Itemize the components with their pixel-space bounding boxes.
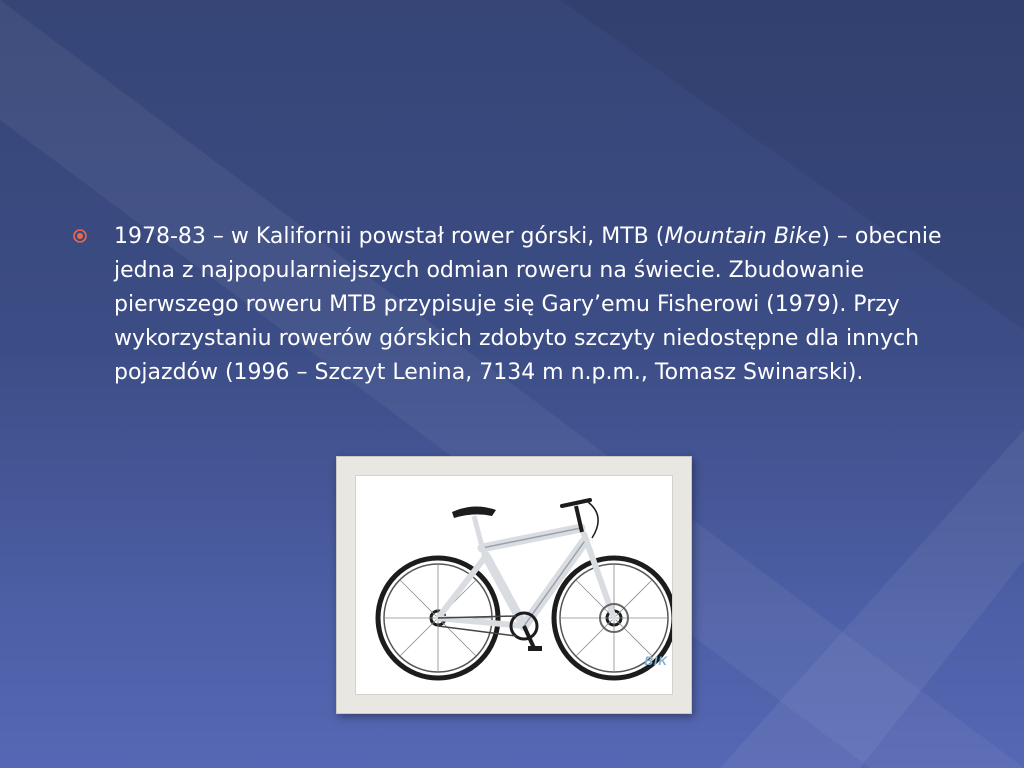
bullet-text — [114, 220, 952, 390]
bullet-text-italic: Mountain Bike — [664, 224, 822, 249]
brand-logo-text: BIK — [644, 654, 668, 668]
bullet-text-part2: ) – obecnie jedna z najpopularniejszych odmian roweru na świecie. Zbudowanie pierwszego roweru MTB przypisuje się Gary’emu Fisherowi (1979). Przy wykorzystaniu rowerów górskich zdobyto szczyty niedostępne dla innych pojazdów (1996 – Szczyt Lenina, 7134 m n.p.m., Tomasz Swinarski). — [114, 224, 942, 385]
circle-bullet-icon — [72, 228, 88, 244]
slide-content — [72, 220, 952, 390]
bullet-text-part1: 1978-83 – w Kalifornii powstał rower górski, MTB ( — [114, 224, 665, 249]
mountain-bike-icon — [356, 476, 673, 695]
bike-photo — [355, 475, 673, 695]
bullet-item — [72, 220, 952, 390]
bike-photo-frame — [336, 456, 692, 714]
